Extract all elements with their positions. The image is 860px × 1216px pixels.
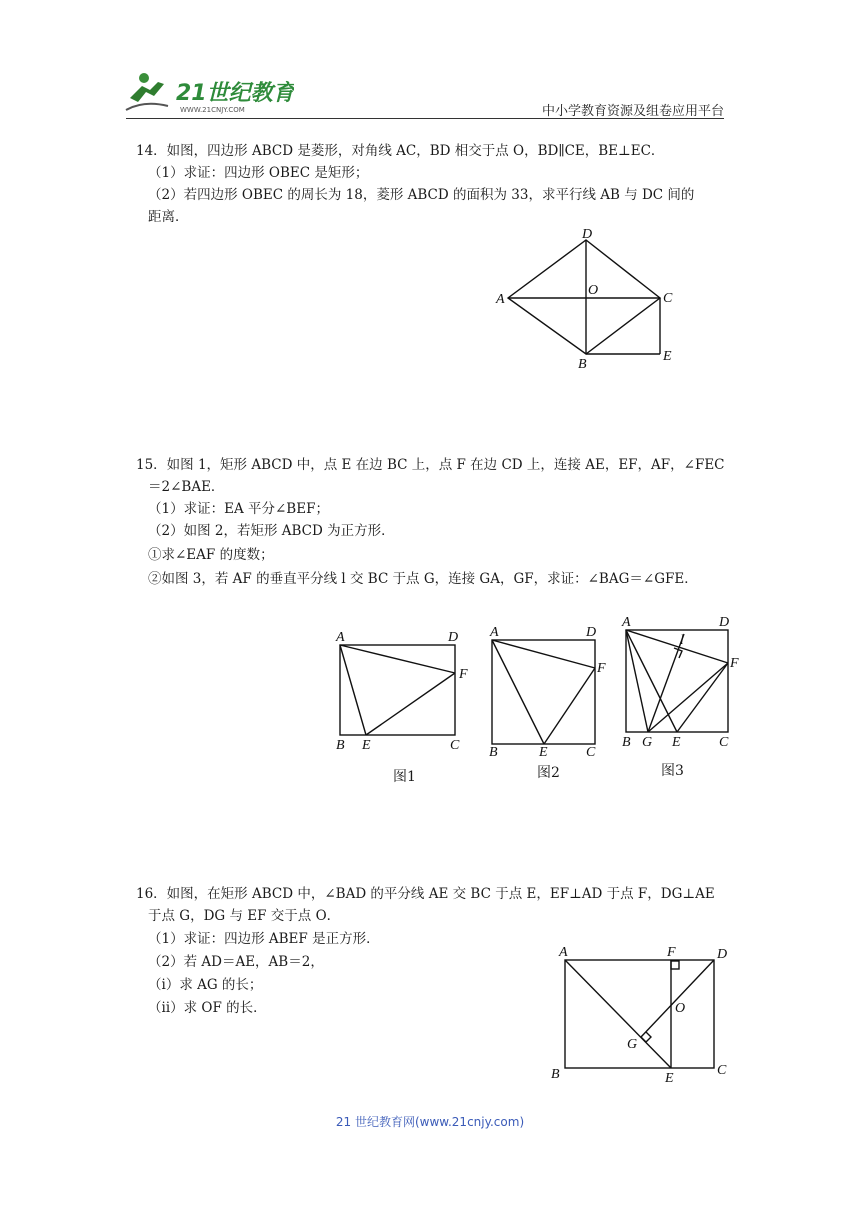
fig1-label-D: D	[448, 630, 459, 645]
q14-line2: （1）求证：四边形 OBEC 是矩形；	[148, 165, 369, 181]
q15-line4: （2）如图 2，若矩形 ABCD 为正方形．	[148, 523, 395, 539]
q16-line6: （ⅱ）求 OF 的长．	[148, 1000, 267, 1016]
fig3-label-C: C	[719, 735, 729, 750]
footer-link[interactable]: 21 世纪教育网(www.21cnjy.com)	[335, 1115, 525, 1129]
fig1-label-A: A	[336, 630, 345, 645]
fig2-label-D: D	[586, 625, 597, 640]
q14-line1: 14．如图，四边形 ABCD 是菱形，对角线 AC，BD 相交于点 O，BD∥CE，BE⊥EC．	[136, 143, 665, 159]
q15-line2: ＝2∠BAE．	[148, 479, 225, 495]
fig3-label-B: B	[622, 735, 631, 750]
label-B: B	[578, 357, 587, 372]
fig2-label-F: F	[597, 661, 606, 676]
q14-line4: 距离．	[148, 209, 189, 225]
caption-fig1: 图1	[393, 769, 416, 785]
site-logo	[124, 70, 294, 116]
logo-url: WWW.21CNJY.COM	[180, 106, 245, 114]
q16-line5: （ⅰ）求 AG 的长；	[148, 977, 263, 993]
label-A: A	[496, 292, 505, 307]
q16-label-E: E	[665, 1071, 674, 1086]
fig1-label-F: F	[459, 667, 468, 682]
q16-label-A: A	[559, 945, 568, 960]
caption-fig2: 图2	[537, 765, 560, 781]
fig2-label-C: C	[586, 745, 596, 758]
fig2-label-B: B	[489, 745, 498, 758]
q16-label-B: B	[551, 1067, 560, 1082]
fig1-label-E: E	[362, 738, 371, 753]
q16-line2: 于点 G，DG 与 EF 交于点 O．	[148, 908, 341, 924]
fig3-label-A: A	[622, 615, 631, 630]
q15-figure3	[616, 610, 746, 752]
fig3-label-G: G	[642, 735, 653, 750]
q15-figure2	[484, 618, 612, 758]
q15-line3: （1）求证：EA 平分∠BEF；	[148, 501, 329, 517]
q16-figure	[545, 940, 745, 1088]
q15-line6: ②如图 3，若 AF 的垂直平分线 l 交 BC 于点 G，连接 GA，GF，求证：∠BAG＝∠GFE．	[148, 571, 698, 587]
label-C: C	[663, 291, 673, 306]
q15-line5: ①求∠EAF 的度数；	[148, 547, 274, 563]
header-divider	[126, 118, 724, 119]
q16-label-C: C	[717, 1063, 727, 1078]
q16-label-D: D	[717, 947, 728, 962]
q15-figure1	[330, 625, 480, 755]
fig2-label-E: E	[539, 745, 548, 758]
fig3-label-D: D	[719, 615, 730, 630]
q16-line1: 16．如图，在矩形 ABCD 中，∠BAD 的平分线 AE 交 BC 于点 E，EF⊥AD 于点 F，DG⊥AE	[136, 886, 715, 902]
fig2-label-A: A	[490, 625, 499, 640]
fig1-label-B: B	[336, 738, 345, 753]
fig3-label-E: E	[672, 735, 681, 750]
fig1-label-C: C	[450, 738, 460, 753]
q15-line1: 15．如图 1，矩形 ABCD 中，点 E 在边 BC 上，点 F 在边 CD 上，连接 AE，EF，AF，∠FEC	[136, 457, 725, 473]
fig3-label-F: F	[730, 656, 739, 671]
caption-fig3: 图3	[661, 763, 684, 779]
runner-icon	[126, 73, 168, 110]
logo-text: 21世纪教育	[176, 81, 294, 106]
platform-title: 中小学教育资源及组卷应用平台	[541, 104, 724, 119]
q16-label-O: O	[675, 1001, 686, 1016]
q16-label-G: G	[627, 1037, 638, 1052]
q14-line3: （2）若四边形 OBEC 的周长为 18，菱形 ABCD 的面积为 33，求平行线 AB 与 DC 间的	[148, 187, 695, 203]
label-E: E	[663, 349, 672, 364]
label-D: D	[582, 227, 593, 242]
fig3-label-l: l	[680, 633, 684, 648]
label-O: O	[588, 283, 599, 298]
q16-line4: （2）若 AD＝AE，AB＝2，	[148, 954, 324, 970]
q14-figure	[490, 222, 690, 372]
q16-label-F: F	[667, 945, 676, 960]
q16-line3: （1）求证：四边形 ABEF 是正方形．	[148, 931, 380, 947]
